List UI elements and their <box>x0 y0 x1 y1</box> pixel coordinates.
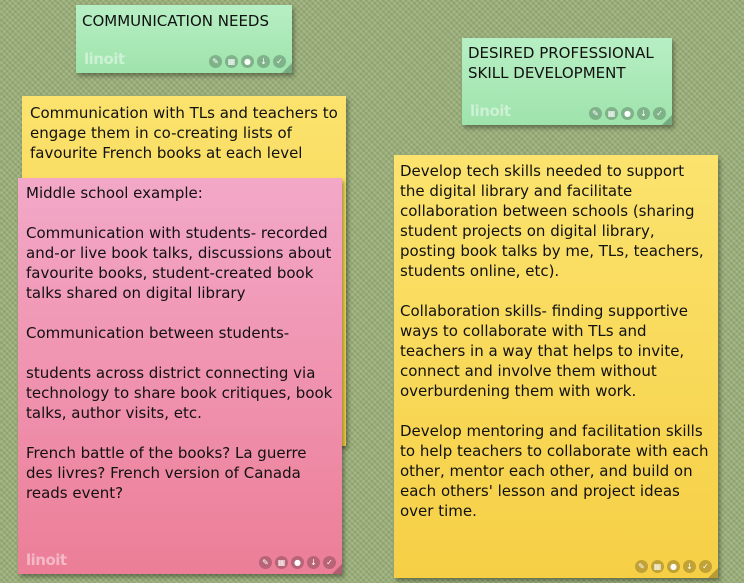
sticky-note-desired-skill[interactable] <box>462 38 672 125</box>
user-icon[interactable]: ● <box>667 560 680 573</box>
download-icon[interactable]: ↓ <box>257 55 270 68</box>
check-icon[interactable]: ✓ <box>273 55 286 68</box>
sticky-note-middle-school[interactable] <box>18 178 342 574</box>
note-text: Communication with TLs and teachers to engage them in co-creating lists of favourite French books at each level <box>30 104 338 162</box>
corner-fold[interactable] <box>708 568 718 578</box>
download-icon[interactable]: ↓ <box>307 556 320 569</box>
note-text: COMMUNICATION NEEDS <box>82 12 269 30</box>
sticky-note-communication-needs[interactable] <box>76 5 292 73</box>
note-toolbar <box>259 556 336 569</box>
check-icon[interactable]: ✓ <box>323 556 336 569</box>
note-toolbar <box>589 107 666 120</box>
calendar-icon[interactable]: ▦ <box>651 560 664 573</box>
download-icon[interactable]: ↓ <box>683 560 696 573</box>
corner-fold[interactable] <box>332 564 342 574</box>
linoit-logo: linoit <box>470 102 511 120</box>
edit-icon[interactable]: ✎ <box>589 107 602 120</box>
check-icon[interactable]: ✓ <box>653 107 666 120</box>
edit-icon[interactable]: ✎ <box>209 55 222 68</box>
user-icon[interactable]: ● <box>241 55 254 68</box>
calendar-icon[interactable]: ▦ <box>225 55 238 68</box>
corner-fold[interactable] <box>282 63 292 73</box>
linoit-logo: linoit <box>26 551 67 569</box>
download-icon[interactable]: ↓ <box>637 107 650 120</box>
user-icon[interactable]: ● <box>621 107 634 120</box>
user-icon[interactable]: ● <box>291 556 304 569</box>
linoit-logo: linoit <box>84 50 125 68</box>
note-toolbar <box>635 560 712 573</box>
edit-icon[interactable]: ✎ <box>259 556 272 569</box>
corner-fold[interactable] <box>662 115 672 125</box>
note-toolbar <box>209 55 286 68</box>
calendar-icon[interactable]: ▦ <box>275 556 288 569</box>
note-text: DESIRED PROFESSIONAL SKILL DEVELOPMENT <box>468 44 654 82</box>
note-text: Middle school example: Communication with students- recorded and-or live book talks, discussions about favourite books, student-created book talks shared on digital library Communication between students- students across district connecting via technology to share book critiques, book talks, author visits, etc. French battle of the books? La guerre des livres? French version of Canada reads event? <box>26 184 333 502</box>
check-icon[interactable]: ✓ <box>699 560 712 573</box>
sticky-note-develop-skills[interactable] <box>394 155 718 578</box>
calendar-icon[interactable]: ▦ <box>605 107 618 120</box>
edit-icon[interactable]: ✎ <box>635 560 648 573</box>
note-text: Develop tech skills needed to support the digital library and facilitate collaboration between schools (sharing student projects on digital library, posting book talks by me, TLs, teachers, students online, etc). Collaboration skills- finding supportive ways to collaborate with TLs and teachers in a way that helps to invite, connect and involve them without overburdening them with work. Develop mentoring and facilitation skills to help teachers to collaborate with each other, mentor each other, and build on each others' lesson and project ideas over time. <box>400 162 709 520</box>
